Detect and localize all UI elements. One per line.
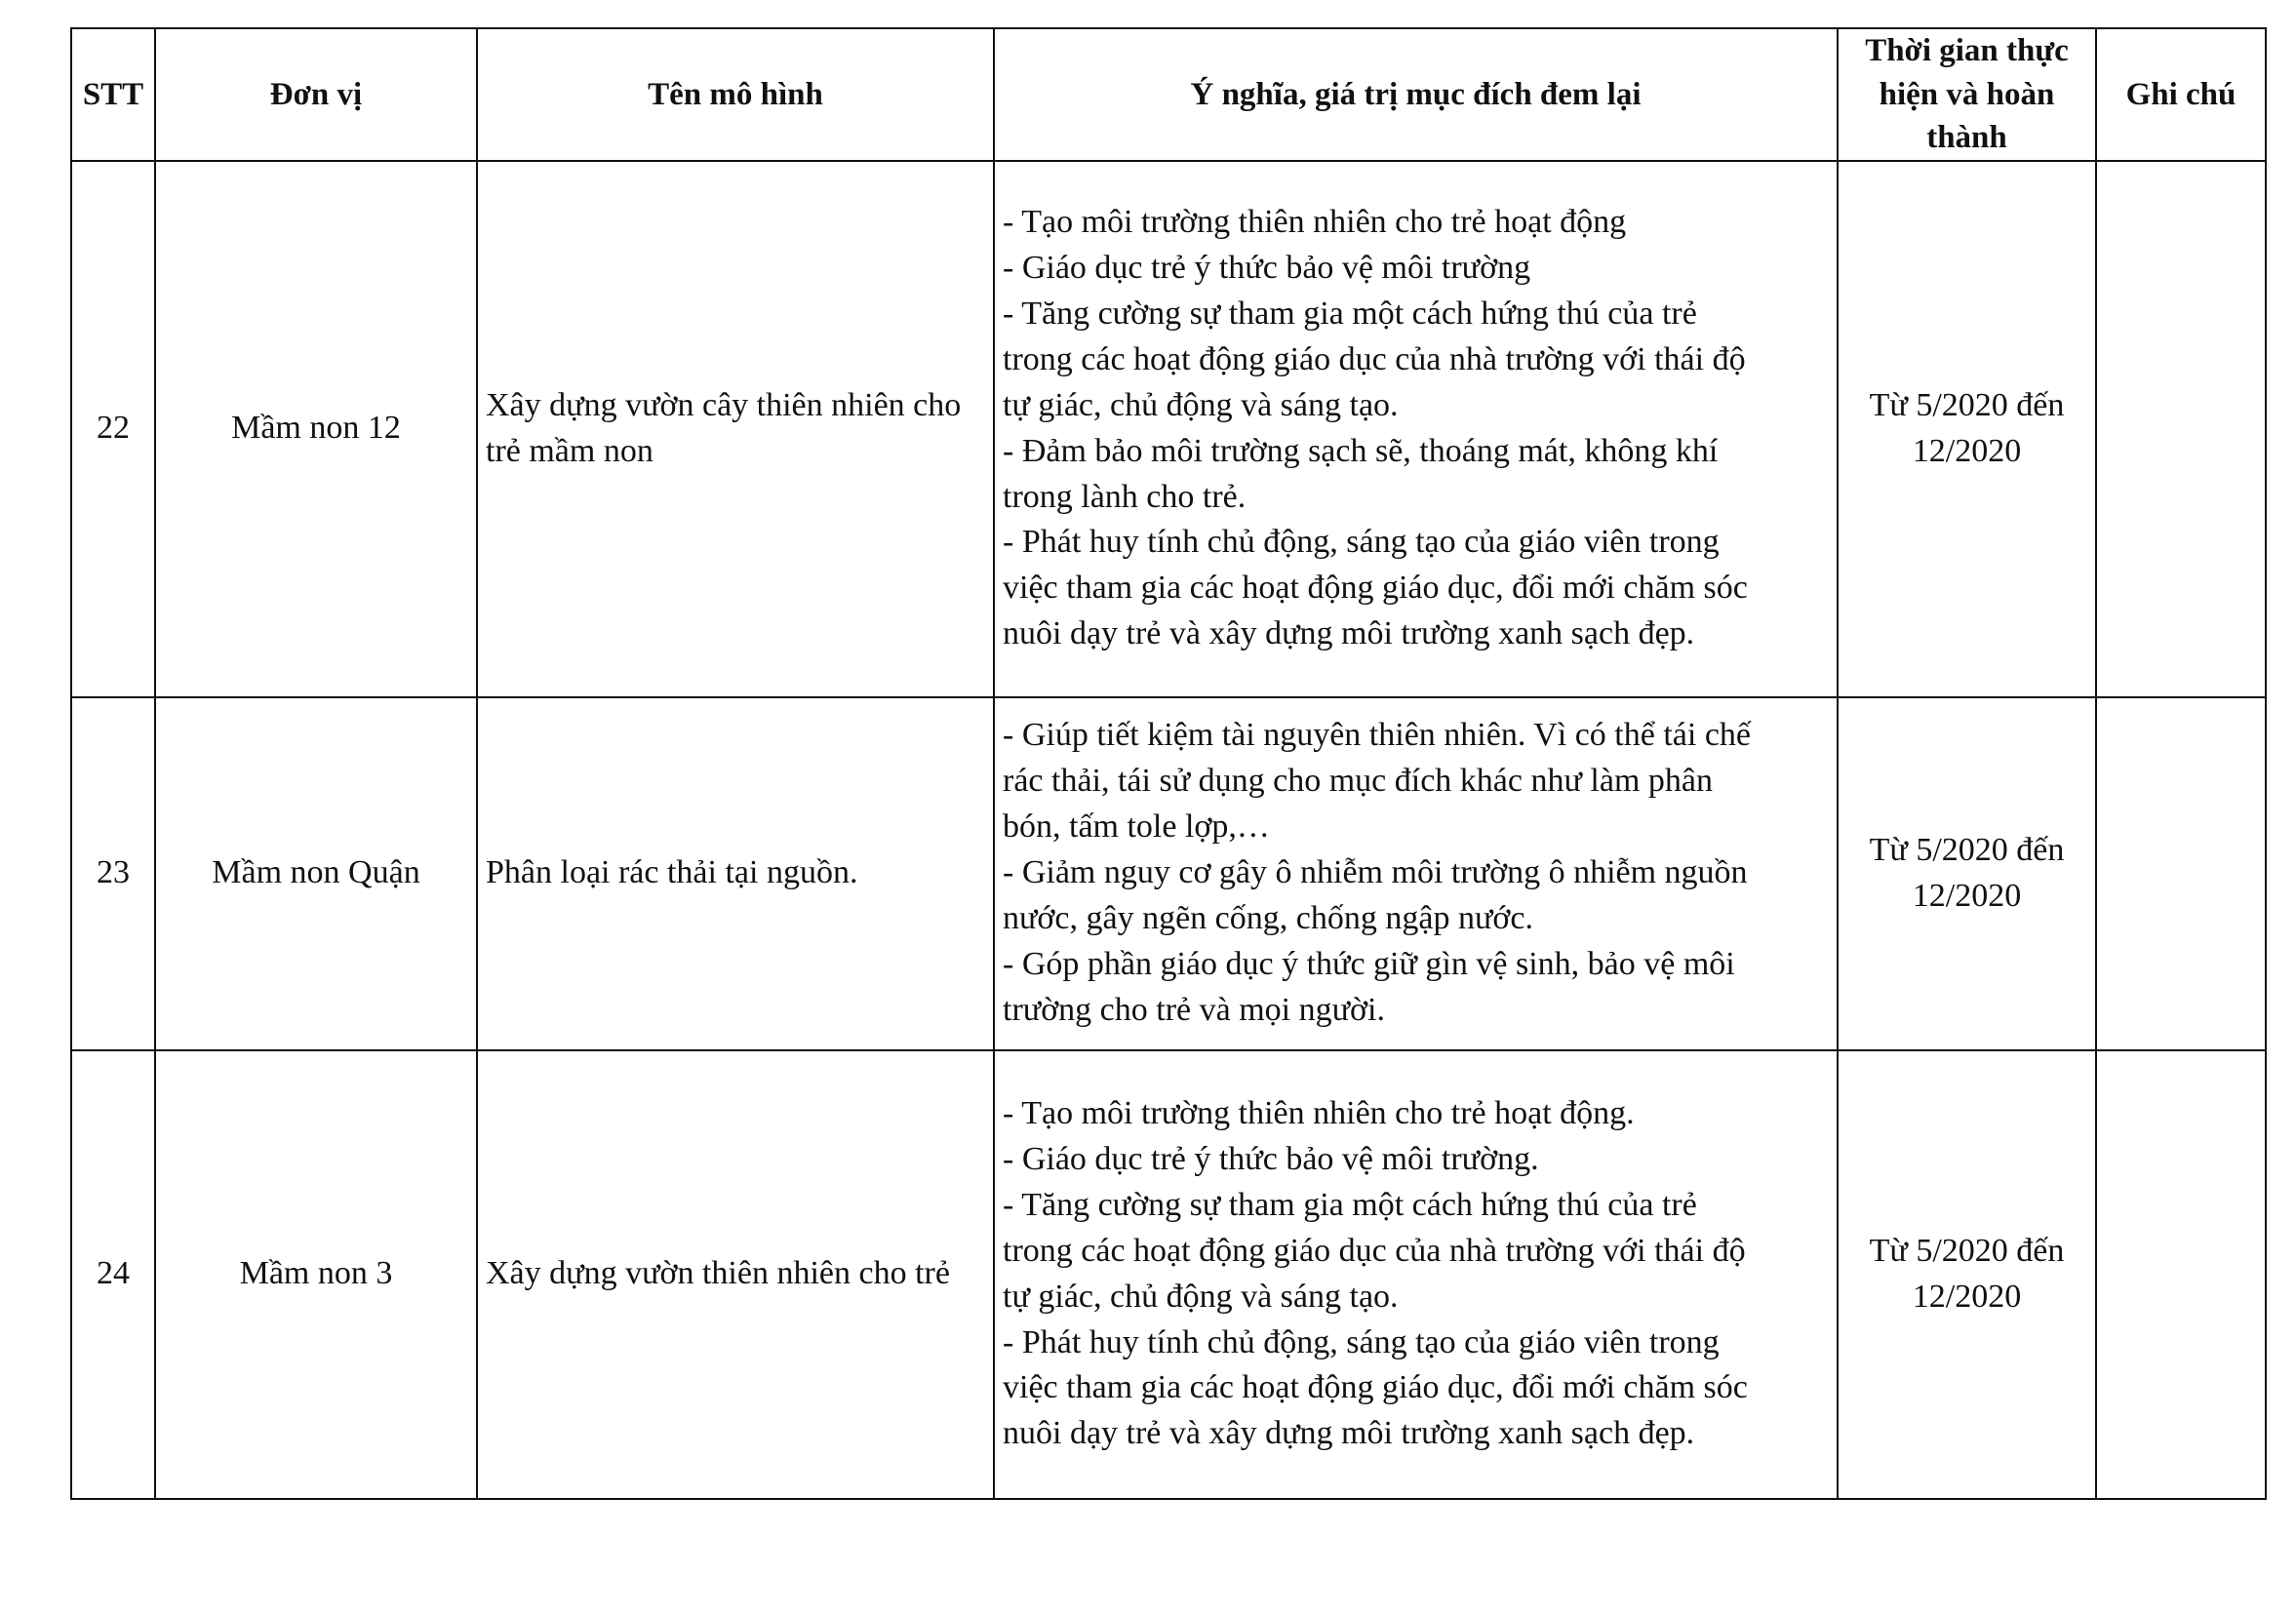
row-time-cell: Từ 5/2020 đến 12/2020 bbox=[1838, 161, 2096, 697]
row-note-cell bbox=[2096, 161, 2266, 697]
purpose-line: tự giác, chủ động và sáng tạo. bbox=[1003, 1278, 1399, 1315]
purpose-line: trường cho trẻ và mọi người. bbox=[1003, 991, 1385, 1028]
plan-table bbox=[70, 27, 2267, 1500]
purpose-line: bón, tấm tole lợp,… bbox=[1003, 808, 1270, 846]
purpose-line: nuôi dạy trẻ và xây dựng môi trường xanh sạch đẹp. bbox=[1003, 615, 1695, 652]
row-stt-cell: 22 bbox=[71, 161, 155, 697]
table-row bbox=[71, 1050, 2266, 1499]
row-time-cell: Từ 5/2020 đến 12/2020 bbox=[1838, 697, 2096, 1050]
header-model: Tên mô hình bbox=[477, 28, 994, 161]
table-body bbox=[71, 161, 2266, 1499]
row-unit-cell: Mầm non 3 bbox=[155, 1050, 477, 1499]
purpose-line: tự giác, chủ động và sáng tạo. bbox=[1003, 386, 1399, 423]
purpose-line: - Tăng cường sự tham gia một cách hứng thú của trẻ bbox=[1003, 295, 1697, 332]
purpose-line: - Phát huy tính chủ động, sáng tạo của giáo viên trong bbox=[1003, 1323, 1720, 1360]
row-purpose-cell bbox=[994, 1050, 1838, 1499]
purpose-line: - Tạo môi trường thiên nhiên cho trẻ hoạt động bbox=[1003, 204, 1627, 241]
row-stt-cell: 23 bbox=[71, 697, 155, 1050]
purpose-line: - Đảm bảo môi trường sạch sẽ, thoáng mát, không khí bbox=[1003, 432, 1719, 469]
row-purpose-cell bbox=[994, 161, 1838, 697]
header-purpose: Ý nghĩa, giá trị mục đích đem lại bbox=[994, 28, 1838, 161]
table-row bbox=[71, 697, 2266, 1050]
header-time: Thời gian thực hiện và hoàn thành bbox=[1838, 28, 2096, 161]
purpose-line: rác thải, tái sử dụng cho mục đích khác như làm phân bbox=[1003, 763, 1713, 800]
table-row bbox=[71, 161, 2266, 697]
purpose-line: - Phát huy tính chủ động, sáng tạo của giáo viên trong bbox=[1003, 524, 1720, 561]
purpose-line: việc tham gia các hoạt động giáo dục, đổi mới chăm sóc bbox=[1003, 1369, 1748, 1406]
purpose-line: - Giảm nguy cơ gây ô nhiễm môi trường ô nhiễm nguồn bbox=[1003, 854, 1748, 891]
purpose-line: - Giáo dục trẻ ý thức bảo vệ môi trường bbox=[1003, 250, 1531, 287]
purpose-line: việc tham gia các hoạt động giáo dục, đổi mới chăm sóc bbox=[1003, 570, 1748, 607]
purpose-line: trong các hoạt động giáo dục của nhà trường với thái độ bbox=[1003, 1232, 1746, 1269]
header-stt: STT bbox=[71, 28, 155, 161]
purpose-line: trong các hoạt động giáo dục của nhà trường với thái độ bbox=[1003, 340, 1746, 377]
header-unit: Đơn vị bbox=[155, 28, 477, 161]
row-purpose-cell bbox=[994, 697, 1838, 1050]
row-model-cell: Phân loại rác thải tại nguồn. bbox=[477, 697, 994, 1050]
purpose-line: - Tăng cường sự tham gia một cách hứng thú của trẻ bbox=[1003, 1186, 1697, 1223]
row-note-cell bbox=[2096, 697, 2266, 1050]
row-unit-cell: Mầm non 12 bbox=[155, 161, 477, 697]
purpose-line: - Giáo dục trẻ ý thức bảo vệ môi trường. bbox=[1003, 1140, 1539, 1177]
row-model-cell: Xây dựng vườn thiên nhiên cho trẻ bbox=[477, 1050, 994, 1499]
row-note-cell bbox=[2096, 1050, 2266, 1499]
header-note: Ghi chú bbox=[2096, 28, 2266, 161]
purpose-line: - Giúp tiết kiệm tài nguyên thiên nhiên. Vì có thể tái chế bbox=[1003, 717, 1752, 754]
table-header-row bbox=[71, 28, 2266, 161]
row-stt-cell: 24 bbox=[71, 1050, 155, 1499]
purpose-line: nước, gây ngẽn cống, chống ngập nước. bbox=[1003, 900, 1533, 937]
purpose-line: trong lành cho trẻ. bbox=[1003, 478, 1247, 515]
purpose-line: nuôi dạy trẻ và xây dựng môi trường xanh sạch đẹp. bbox=[1003, 1415, 1695, 1452]
row-model-cell: Xây dựng vườn cây thiên nhiên cho trẻ mầm non bbox=[477, 161, 994, 697]
row-unit-cell: Mầm non Quận bbox=[155, 697, 477, 1050]
purpose-line: - Tạo môi trường thiên nhiên cho trẻ hoạt động. bbox=[1003, 1095, 1635, 1132]
purpose-line: - Góp phần giáo dục ý thức giữ gìn vệ sinh, bảo vệ môi bbox=[1003, 946, 1735, 982]
row-time-cell: Từ 5/2020 đến 12/2020 bbox=[1838, 1050, 2096, 1499]
